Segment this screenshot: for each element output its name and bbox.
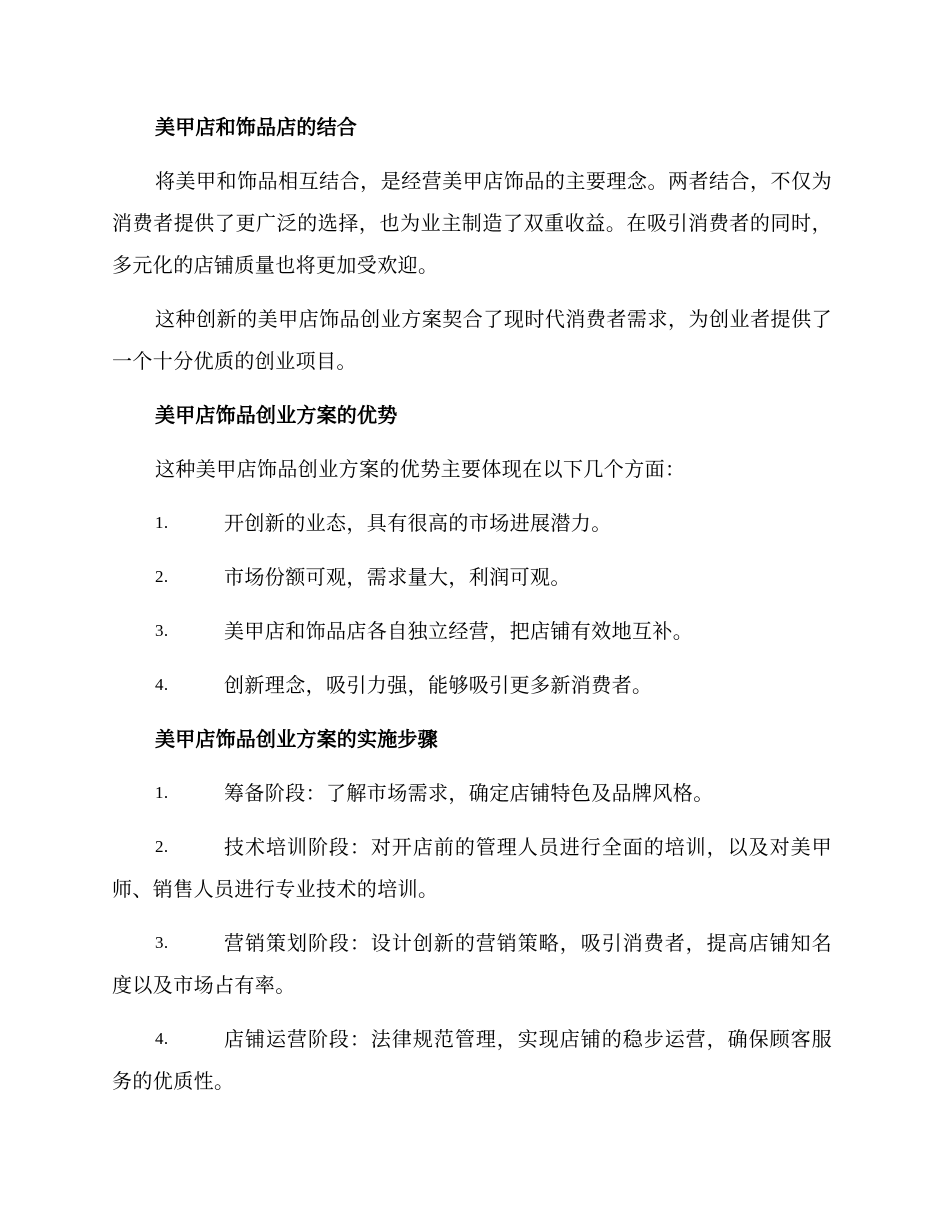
list-item-text: 市场份额可观，需求量大，利润可观。 (224, 565, 571, 589)
list-item (112, 772, 832, 814)
paragraph: 将美甲和饰品相互结合，是经营美甲店饰品的主要理念。两者结合，不仅为消费者提供了更广泛的选择，也为业主制造了双重收益。在吸引消费者的同时，多元化的店铺质量也将更加受欢迎。 (112, 169, 832, 277)
list-item-text: 开创新的业态，具有很高的市场进展潜力。 (224, 511, 612, 535)
list-number: 1. (155, 783, 169, 802)
section-heading-advantages: 美甲店饰品创业方案的优势 (155, 403, 398, 427)
document-body (112, 106, 832, 1114)
list-number: 4. (155, 1029, 169, 1048)
list-item-text: 美甲店和饰品店各自独立经营，把店铺有效地互补。 (224, 619, 694, 643)
paragraph: 这种创新的美甲店饰品创业方案契合了现时代消费者需求，为创业者提供了一个十分优质的创业项目。 (112, 307, 832, 373)
list-item (112, 664, 832, 706)
list-item-text: 筹备阶段：了解市场需求，确定店铺特色及品牌风格。 (224, 781, 714, 805)
section-heading-steps: 美甲店饰品创业方案的实施步骤 (155, 727, 438, 751)
list-item (112, 610, 832, 652)
list-number: 3. (155, 621, 169, 640)
list-item-text: 店铺运营阶段：法律规范管理，实现店铺的稳步运营，确保顾客服务的优质性。 (112, 1027, 832, 1093)
list-number: 1. (155, 513, 169, 532)
section-heading-combination: 美甲店和饰品店的结合 (155, 115, 357, 139)
list-item (112, 1018, 832, 1102)
list-item-text: 技术培训阶段：对开店前的管理人员进行全面的培训，以及对美甲师、销售人员进行专业技术的培训。 (112, 835, 832, 901)
list-item (112, 556, 832, 598)
list-number: 2. (155, 567, 169, 586)
list-item-text: 创新理念，吸引力强，能够吸引更多新消费者。 (224, 673, 653, 697)
list-item (112, 826, 832, 910)
list-item (112, 502, 832, 544)
paragraph-intro: 这种美甲店饰品创业方案的优势主要体现在以下几个方面： (155, 457, 686, 481)
list-number: 3. (155, 933, 169, 952)
list-item-text: 营销策划阶段：设计创新的营销策略，吸引消费者，提高店铺知名度以及市场占有率。 (112, 931, 832, 997)
list-number: 4. (155, 675, 169, 694)
list-item (112, 922, 832, 1006)
list-number: 2. (155, 837, 169, 856)
